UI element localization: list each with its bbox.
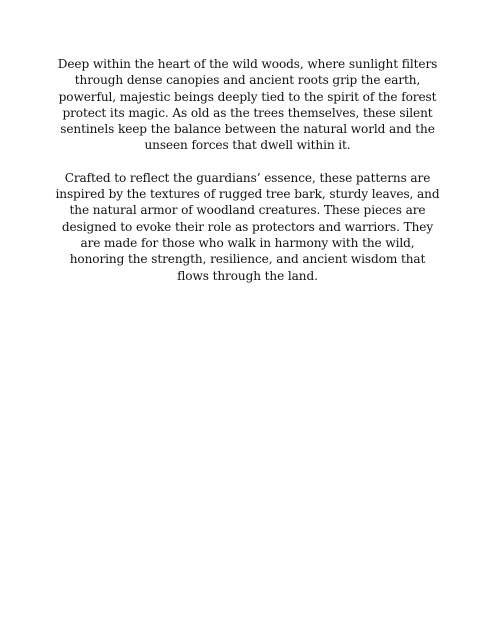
paragraph-patterns: Crafted to reflect the guardians’ essence, these patterns are inspired by the textures of rugged tree bark, sturdy leaves, and the natural armor of woodland creatures. These pieces are designed to evoke their role as protectors and warriors. They are made for those who walk in harmony with the wild, honoring the strength, resilience, and ancient wisdom that flows through the land.	[55, 170, 440, 283]
body-text	[55, 56, 440, 300]
paragraph-intro: Deep within the heart of the wild woods, where sunlight filters through dense canopies and ancient roots grip the earth, powerful, majestic beings deeply tied to the spirit of the forest protect its magic. As old as the trees themselves, these silent sentinels keep the balance between the natural world and the unseen forces that dwell within it.	[57, 57, 438, 153]
